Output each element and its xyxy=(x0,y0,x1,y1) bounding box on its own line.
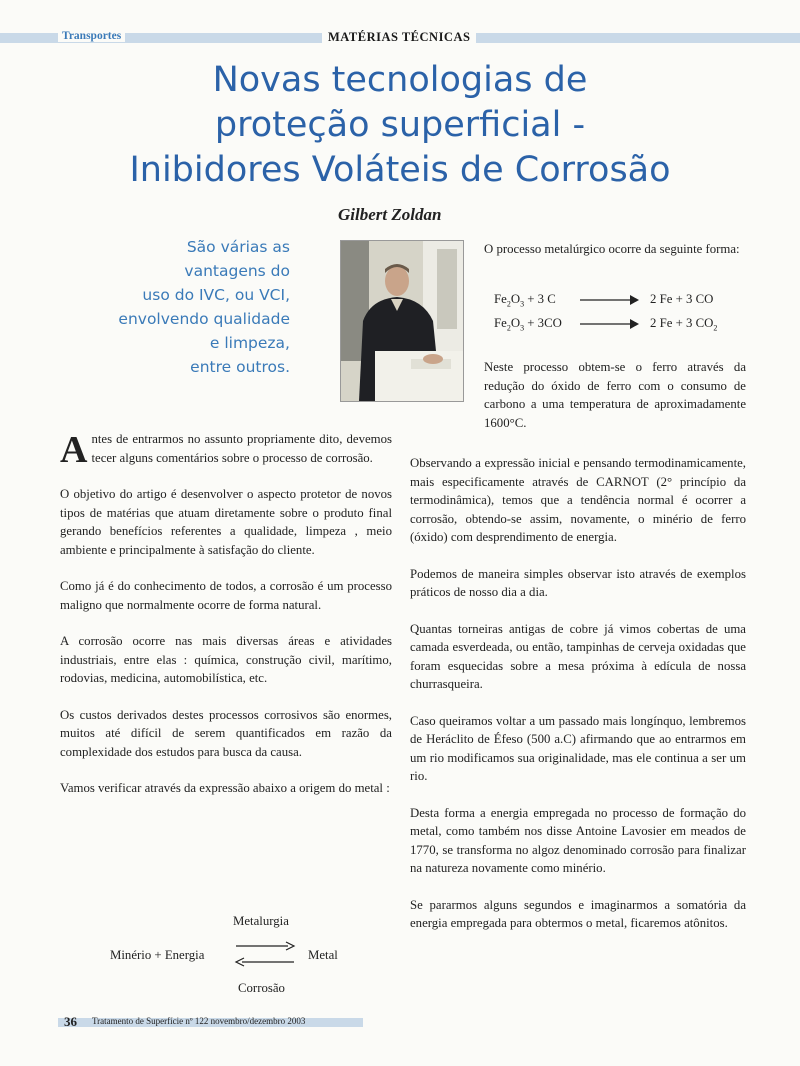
body-paragraph: Como já é do conhecimento de todos, a corrosão é um processo maligno que normalmente ocorre de forma natural. xyxy=(60,579,392,612)
pull-quote-line: vantagens do xyxy=(184,262,290,280)
reaction-2 xyxy=(494,316,744,334)
pull-quote xyxy=(100,235,290,379)
drop-cap: A xyxy=(60,429,88,471)
body-paragraph: A corrosão ocorre nas mais diversas áreas e atividades industriais, entre elas : química, construção civil, marítimo, rodovias, medicina, automobilística, etc. xyxy=(60,634,392,685)
body-paragraph: O objetivo do artigo é desenvolver o aspecto protetor de novos tipos de matérias que atuam diretamente sobre o produto final gerando benefícios referentes a qualidade, limpeza , meio ambiente e principalmente à satisfação do cliente. xyxy=(60,487,392,557)
body-paragraph: Os custos derivados destes processos corrosivos são enormes, muitos até difícil de serem quantificados em razão da complexidade dos estudos para busca da causa. xyxy=(60,707,392,759)
title-line: Inibidores Voláteis de Corrosão xyxy=(129,150,671,190)
reaction-arrow-icon xyxy=(580,316,640,332)
author-portrait-image xyxy=(341,241,463,401)
body-paragraph: Caso queiramos voltar a um passado mais longínquo, lembremos de Heráclito de Éfeso (500 a.C) afirmando que ao entrarmos em um rio modificamos sua originalidade, mas ele continua a ser um rio. xyxy=(410,713,746,783)
reaction-reactants: $Fe_2O_3 + 3$ C xyxy=(494,292,556,309)
pull-quote-line: entre outros. xyxy=(190,358,290,376)
body-paragraph: Podemos de maneira simples observar isto através de exemplos práticos de nosso dia a dia. xyxy=(410,566,746,599)
pull-quote-line: e limpeza, xyxy=(209,334,290,352)
pull-quote-line: uso do IVC, ou VCI, xyxy=(142,286,290,304)
section-label: Transportes xyxy=(58,30,125,42)
title-line: proteção superficial - xyxy=(214,105,586,145)
category-label: MATÉRIAS TÉCNICAS xyxy=(322,30,476,45)
reaction-products: 2 Fe + 3 $CO_2$ xyxy=(650,316,718,333)
page-number: 36 xyxy=(64,1014,77,1029)
right-column xyxy=(410,454,746,951)
reaction-1 xyxy=(494,292,744,310)
article-title xyxy=(60,58,740,193)
reaction-arrow-icon xyxy=(580,292,640,308)
process-intro: O processo metalúrgico ocorre da seguinte forma: xyxy=(484,242,740,256)
author-photo xyxy=(340,240,464,402)
author-byline: Gilbert Zoldan xyxy=(338,205,442,224)
pull-quote-line: São várias as xyxy=(186,238,290,256)
body-paragraph: Observando a expressão inicial e pensando termodinamicamente, mais especificamente através de CARNOT (2° princípio da termodinâmica), temos que a tendência normal é ocorrer a corrosão, obtendo-se assim, novamente, o minério de ferro (óxido) com desprendimento de energia. xyxy=(410,456,746,544)
equation-label-corrosion: Corrosão xyxy=(238,981,285,995)
body-paragraph: Desta forma a energia empregada no processo de formação do metal, como também nos disse Antoine Lavosier em meados de 1770, se transforma no algoz denominado corrosão para finalizar na natureza novamente como minério. xyxy=(410,805,746,875)
publication-info: Tratamento de Superfície nº 122 novembro/dezembro 2003 xyxy=(92,1016,306,1026)
reaction-products: 2 Fe + 3 CO xyxy=(650,292,714,306)
reaction-reactants: $Fe_2O_3 + 3CO$ xyxy=(494,316,562,333)
opening-paragraph: Antes de entrarmos no assunto propriamente dito, devemos tecer alguns comentários sobre o processo de corrosão. xyxy=(60,429,392,471)
equation-left-side: Minério + Energia xyxy=(110,948,205,962)
body-paragraph: Vamos verificar através da expressão abaixo a origem do metal : xyxy=(60,781,390,795)
title-line: Novas tecnologias de xyxy=(212,60,588,100)
equilibrium-arrows-icon xyxy=(234,938,296,970)
equation-right-side: Metal xyxy=(308,948,338,962)
left-column xyxy=(60,430,392,816)
process-description: Neste processo obtem-se o ferro através da redução do óxido de ferro com o consumo de carbono a uma temperatura de aproximadamente 1600°C. xyxy=(484,360,746,430)
pull-quote-line: envolvendo qualidade xyxy=(118,310,290,328)
body-paragraph: Quantas torneiras antigas de cobre já vimos cobertas de uma camada esverdeada, ou então, tampinhas de cerveja oxidadas que foram esquecidas sobre a mesa próxima à edícula de nossa churrasqueira. xyxy=(410,621,746,691)
equation-label-metallurgy: Metalurgia xyxy=(233,914,289,928)
body-paragraph: Se pararmos alguns segundos e imaginarmos a somatória da energia empregada para obtermos o metal, ficaremos atônitos. xyxy=(410,897,746,930)
